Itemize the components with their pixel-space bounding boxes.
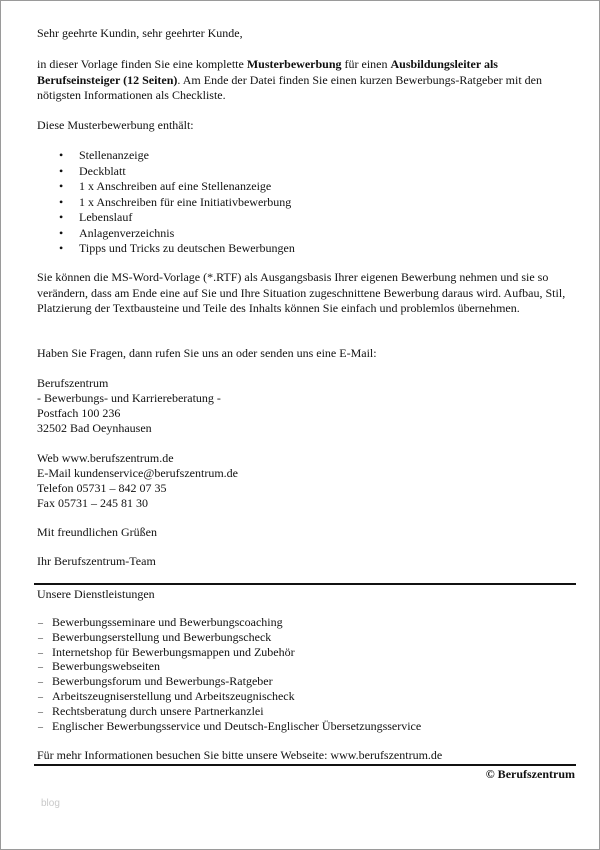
- list-item: _ Bewerbungserstellung und Bewerbungscheck: [37, 630, 421, 645]
- contact-phone: Telefon 05731 – 842 07 35: [37, 481, 167, 495]
- watermark: blog: [41, 798, 60, 809]
- list-item: • 1 x Anschreiben auf eine Stellenanzeige: [59, 179, 295, 195]
- intro-bold-product: Musterbewerbung: [246, 57, 342, 71]
- list-item: _ Englischer Bewerbungsservice und Deutsch-Englischer Übersetzungsservice: [37, 719, 421, 734]
- list-item: • Stellenanzeige: [59, 148, 295, 164]
- services-list: [37, 615, 421, 733]
- list-item: _ Rechtsberatung durch unsere Partnerkanzlei: [37, 704, 421, 719]
- intro-bold-position: Ausbildungsleiter als Berufseinsteiger (12 Seiten): [37, 57, 498, 87]
- list-item: _ Bewerbungswebseiten: [37, 659, 421, 674]
- address-postbox: Postfach 100 236: [37, 406, 121, 420]
- list-item: • 1 x Anschreiben für eine Initiativbewerbung: [59, 195, 295, 211]
- intro-paragraph: in dieser Vorlage finden Sie eine komplette Musterbewerbung für einen Ausbildungsleiter als Berufseinsteiger (12 Seiten). Am Ende der Datei finden Sie einen kurzen Bewerbungs-Ratgeber mit den nötigsten Informationen als Checkliste.: [37, 57, 542, 102]
- list-item: • Tipps und Tricks zu deutschen Bewerbungen: [59, 241, 295, 257]
- closing: Mit freundlichen Grüßen: [37, 525, 157, 539]
- address-name: Berufszentrum: [37, 376, 109, 390]
- list-item: _ Internetshop für Bewerbungsmappen und Zubehör: [37, 645, 421, 660]
- list-item: _ Arbeitszeugniserstellung und Arbeitszeugnischeck: [37, 689, 421, 704]
- copyright: © Berufszentrum: [485, 767, 575, 781]
- address-city: 32502 Bad Oeynhausen: [37, 421, 152, 435]
- contents-heading: Diese Musterbewerbung enthält:: [37, 118, 194, 132]
- divider-bottom: [34, 764, 576, 766]
- divider-top: [34, 583, 576, 585]
- list-item: • Anlagenverzeichnis: [59, 226, 295, 242]
- signature: Ihr Berufszentrum-Team: [37, 554, 156, 568]
- list-item: _ Bewerbungsseminare und Bewerbungscoaching: [37, 615, 421, 630]
- services-heading: Unsere Dienstleistungen: [37, 587, 155, 601]
- contact-web: Web www.berufszentrum.de: [37, 451, 174, 465]
- contents-list: [59, 148, 295, 257]
- questions-text: Haben Sie Fragen, dann rufen Sie uns an oder senden uns eine E-Mail:: [37, 346, 377, 360]
- usage-paragraph: Sie können die MS-Word-Vorlage (*.RTF) als Ausgangsbasis Ihrer eigenen Bewerbung nehmen und sie so verändern, dass am Ende eine auf Sie und Ihre Situation zugeschnittene Bewerbung daraus wird. Aufbau, Stil, Platzierung der Textbausteine und Teile des Inhalts können Sie einfach und problemlos übernehmen.: [37, 270, 566, 315]
- greeting: Sehr geehrte Kundin, sehr geehrter Kunde,: [37, 26, 243, 40]
- contact-fax: Fax 05731 – 245 81 30: [37, 496, 148, 510]
- address-subtitle: - Bewerbungs- und Karriereberatung -: [37, 391, 221, 405]
- more-info-text: Für mehr Informationen besuchen Sie bitte unsere Webseite: www.berufszentrum.de: [37, 748, 443, 762]
- list-item: • Deckblatt: [59, 164, 295, 180]
- list-item: • Lebenslauf: [59, 210, 295, 226]
- contact-email: E-Mail kundenservice@berufszentrum.de: [37, 466, 238, 480]
- list-item: _ Bewerbungsforum und Bewerbungs-Ratgeber: [37, 674, 421, 689]
